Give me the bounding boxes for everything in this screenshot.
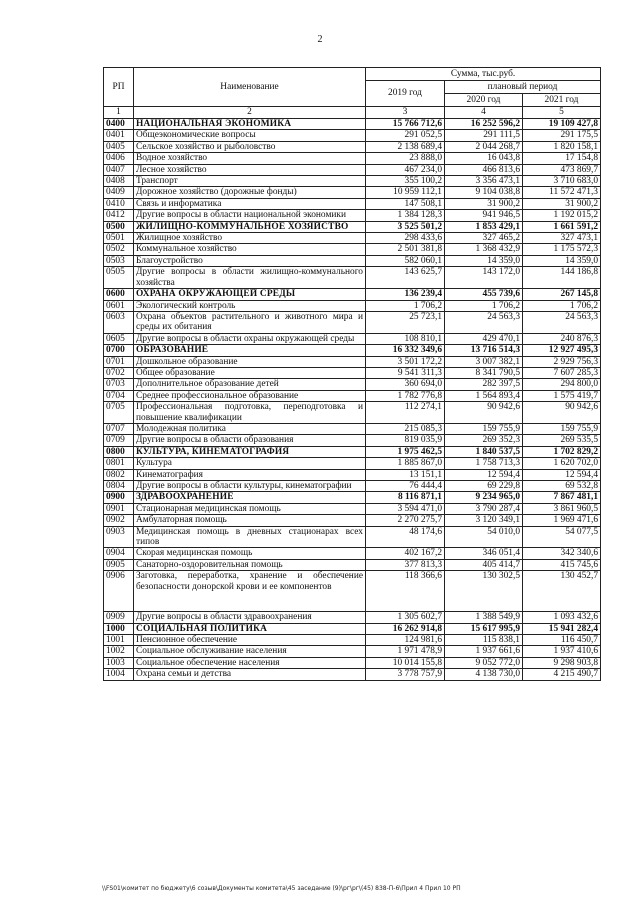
- table-row: [104, 267, 601, 289]
- table-row: [104, 153, 601, 164]
- row-name: Дополнительное образование детей: [134, 379, 366, 390]
- value-2019: 1 384 128,3: [366, 210, 445, 221]
- row-name: Дошкольное образование: [134, 356, 366, 367]
- column-number: 2: [134, 107, 366, 119]
- section-row: [104, 446, 601, 457]
- value-2020: 3 120 349,1: [445, 515, 523, 526]
- table-row: [104, 402, 601, 424]
- value-2019: 3 501 172,2: [366, 356, 445, 367]
- value-2019: 108 810,1: [366, 333, 445, 344]
- row-name: Профессиональная подготовка, переподготовка и повышение квалификации: [134, 402, 366, 424]
- rp-code: 0605: [104, 333, 134, 344]
- value-2019: 215 085,3: [366, 423, 445, 434]
- row-name: Сельское хозяйство и рыболовство: [134, 141, 366, 152]
- value-2020: 1 706,2: [445, 300, 523, 311]
- value-2021: 294 800,0: [523, 379, 601, 390]
- rp-code: 0405: [104, 141, 134, 152]
- table-row: [104, 481, 601, 492]
- header-year-2019: 2019 год: [366, 81, 445, 107]
- table-row: [104, 669, 601, 680]
- row-name: Другие вопросы в области образования: [134, 435, 366, 446]
- value-2021: 3 710 683,0: [523, 176, 601, 187]
- value-2021: 31 900,2: [523, 198, 601, 209]
- value-2020: 143 172,0: [445, 267, 523, 289]
- table-row: [104, 311, 601, 333]
- rp-code: 0904: [104, 548, 134, 559]
- value-2019: 1 305 602,7: [366, 612, 445, 623]
- value-2020: 16 252 596,2: [445, 119, 523, 130]
- rp-code: 0401: [104, 130, 134, 141]
- rp-code: 0705: [104, 402, 134, 424]
- row-name: Связь и информатика: [134, 198, 366, 209]
- value-2019: 136 239,4: [366, 289, 445, 300]
- row-name: Охрана семьи и детства: [134, 669, 366, 680]
- value-2021: 267 145,8: [523, 289, 601, 300]
- value-2020: 282 397,5: [445, 379, 523, 390]
- table-row: [104, 244, 601, 255]
- table-row: [104, 458, 601, 469]
- column-number: 4: [445, 107, 523, 119]
- value-2019: 1 971 478,9: [366, 646, 445, 657]
- value-2019: 9 541 311,3: [366, 367, 445, 378]
- value-2020: 3 356 473,1: [445, 176, 523, 187]
- value-2020: 2 044 268,7: [445, 141, 523, 152]
- rp-code: 0906: [104, 571, 134, 612]
- row-name: Кинематография: [134, 469, 366, 480]
- table-row: [104, 164, 601, 175]
- row-name: Медицинская помощь в дневных стационарах всех типов: [134, 526, 366, 548]
- row-name: ЗДРАВООХРАНЕНИЕ: [134, 492, 366, 503]
- rp-code: 0407: [104, 164, 134, 175]
- row-name: НАЦИОНАЛЬНАЯ ЭКОНОМИКА: [134, 119, 366, 130]
- value-2021: 1 620 702,0: [523, 458, 601, 469]
- value-2021: 7 607 285,3: [523, 367, 601, 378]
- value-2021: 144 186,8: [523, 267, 601, 289]
- table-row: [104, 548, 601, 559]
- table-row: [104, 367, 601, 378]
- value-2019: 118 366,6: [366, 571, 445, 612]
- value-2019: 355 100,2: [366, 176, 445, 187]
- value-2020: 3 007 382,1: [445, 356, 523, 367]
- row-name: Культура: [134, 458, 366, 469]
- value-2021: 327 473,1: [523, 233, 601, 244]
- value-2021: 11 572 471,3: [523, 187, 601, 198]
- value-2020: 15 617 995,9: [445, 623, 523, 634]
- table-row: [104, 210, 601, 221]
- header-year-2021: 2021 год: [523, 94, 601, 107]
- value-2020: 3 790 287,4: [445, 503, 523, 514]
- rp-code: 0600: [104, 289, 134, 300]
- row-name: Благоустройство: [134, 255, 366, 266]
- table-row: [104, 469, 601, 480]
- value-2019: 1 885 867,0: [366, 458, 445, 469]
- table-row: [104, 379, 601, 390]
- value-2021: 291 175,5: [523, 130, 601, 141]
- value-2019: 360 694,0: [366, 379, 445, 390]
- value-2020: 13 716 514,3: [445, 345, 523, 356]
- table-row: [104, 300, 601, 311]
- header-sum: Сумма, тыс.руб.: [366, 68, 601, 81]
- table-row: [104, 571, 601, 612]
- value-2021: 116 450,7: [523, 635, 601, 646]
- rp-code: 0901: [104, 503, 134, 514]
- row-name: ОБРАЗОВАНИЕ: [134, 345, 366, 356]
- section-row: [104, 623, 601, 634]
- value-2020: 291 111,5: [445, 130, 523, 141]
- value-2021: 24 563,3: [523, 311, 601, 333]
- value-2019: 13 151,1: [366, 469, 445, 480]
- value-2021: 19 109 427,8: [523, 119, 601, 130]
- value-2020: 90 942,6: [445, 402, 523, 424]
- value-2021: 1 093 432,6: [523, 612, 601, 623]
- value-2021: 1 969 471,6: [523, 515, 601, 526]
- table-row: [104, 612, 601, 623]
- value-2020: 54 010,0: [445, 526, 523, 548]
- rp-code: 0503: [104, 255, 134, 266]
- value-2019: 3 525 501,2: [366, 221, 445, 232]
- value-2019: 1 975 462,5: [366, 446, 445, 457]
- value-2020: 941 946,5: [445, 210, 523, 221]
- rp-code: 0902: [104, 515, 134, 526]
- rp-code: 0501: [104, 233, 134, 244]
- value-2019: 582 060,1: [366, 255, 445, 266]
- table-row: [104, 635, 601, 646]
- rp-code: 0505: [104, 267, 134, 289]
- row-name: КУЛЬТУРА, КИНЕМАТОГРАФИЯ: [134, 446, 366, 457]
- value-2021: 269 535,5: [523, 435, 601, 446]
- row-name: Общеэкономические вопросы: [134, 130, 366, 141]
- rp-code: 0804: [104, 481, 134, 492]
- rp-code: 0707: [104, 423, 134, 434]
- table-row: [104, 198, 601, 209]
- table-row: [104, 187, 601, 198]
- budget-table: [103, 67, 601, 681]
- value-2020: 9 104 038,8: [445, 187, 523, 198]
- value-2021: 69 532,8: [523, 481, 601, 492]
- value-2020: 1 840 537,5: [445, 446, 523, 457]
- value-2019: 402 167,2: [366, 548, 445, 559]
- value-2021: 159 755,9: [523, 423, 601, 434]
- row-name: Социальное обслуживание населения: [134, 646, 366, 657]
- rp-code: 0702: [104, 367, 134, 378]
- rp-code: 1001: [104, 635, 134, 646]
- value-2020: 1 937 661,6: [445, 646, 523, 657]
- value-2020: 455 739,6: [445, 289, 523, 300]
- value-2020: 1 388 549,9: [445, 612, 523, 623]
- row-name: ЖИЛИЩНО-КОММУНАЛЬНОЕ ХОЗЯЙСТВО: [134, 221, 366, 232]
- rp-code: 0703: [104, 379, 134, 390]
- row-name: Молодежная политика: [134, 423, 366, 434]
- row-name: Среднее профессиональное образование: [134, 390, 366, 401]
- value-2021: 1 820 158,1: [523, 141, 601, 152]
- value-2021: 4 215 490,7: [523, 669, 601, 680]
- value-2019: 291 052,5: [366, 130, 445, 141]
- value-2019: 48 174,6: [366, 526, 445, 548]
- section-row: [104, 289, 601, 300]
- value-2021: 1 175 572,3: [523, 244, 601, 255]
- row-name: Коммунальное хозяйство: [134, 244, 366, 255]
- value-2021: 473 869,7: [523, 164, 601, 175]
- header-rp: РП: [104, 68, 134, 107]
- table-row: [104, 526, 601, 548]
- value-2019: 467 234,0: [366, 164, 445, 175]
- value-2019: 15 766 712,6: [366, 119, 445, 130]
- rp-code: 0909: [104, 612, 134, 623]
- value-2020: 1 853 429,1: [445, 221, 523, 232]
- row-name: Заготовка, переработка, хранение и обеспечение безопасности донорской крови и ее компонентов: [134, 571, 366, 612]
- value-2020: 69 229,8: [445, 481, 523, 492]
- value-2021: 342 340,6: [523, 548, 601, 559]
- value-2021: 1 706,2: [523, 300, 601, 311]
- row-name: Другие вопросы в области культуры, кинематографии: [134, 481, 366, 492]
- table-row: [104, 423, 601, 434]
- rp-code: 0700: [104, 345, 134, 356]
- row-name: Санаторно-оздоровительная помощь: [134, 559, 366, 570]
- value-2019: 1 782 776,8: [366, 390, 445, 401]
- rp-code: 1003: [104, 657, 134, 668]
- value-2020: 24 563,3: [445, 311, 523, 333]
- rp-code: 0500: [104, 221, 134, 232]
- value-2020: 1 368 432,9: [445, 244, 523, 255]
- value-2021: 14 359,0: [523, 255, 601, 266]
- row-name: Водное хозяйство: [134, 153, 366, 164]
- table-row: [104, 503, 601, 514]
- rp-code: 0601: [104, 300, 134, 311]
- value-2021: 240 876,3: [523, 333, 601, 344]
- value-2020: 31 900,2: [445, 198, 523, 209]
- value-2020: 8 341 790,5: [445, 367, 523, 378]
- table-row: [104, 141, 601, 152]
- row-name: Дорожное хозяйство (дорожные фонды): [134, 187, 366, 198]
- row-name: Другие вопросы в области жилищно-коммунального хозяйства: [134, 267, 366, 289]
- value-2021: 12 927 495,3: [523, 345, 601, 356]
- rp-code: 0406: [104, 153, 134, 164]
- value-2020: 405 414,7: [445, 559, 523, 570]
- value-2020: 1 758 713,3: [445, 458, 523, 469]
- column-number: 1: [104, 107, 134, 119]
- value-2020: 115 838,1: [445, 635, 523, 646]
- value-2021: 1 575 419,7: [523, 390, 601, 401]
- column-numbers-row: [104, 107, 601, 119]
- table-row: [104, 333, 601, 344]
- value-2021: 1 937 410,6: [523, 646, 601, 657]
- section-row: [104, 492, 601, 503]
- rp-code: 0603: [104, 311, 134, 333]
- table-row: [104, 390, 601, 401]
- row-name: Другие вопросы в области охраны окружающей среды: [134, 333, 366, 344]
- value-2020: 1 564 893,4: [445, 390, 523, 401]
- rp-code: 0709: [104, 435, 134, 446]
- rp-code: 0400: [104, 119, 134, 130]
- value-2020: 429 470,1: [445, 333, 523, 344]
- row-name: СОЦИАЛЬНАЯ ПОЛИТИКА: [134, 623, 366, 634]
- value-2019: 25 723,1: [366, 311, 445, 333]
- table-row: [104, 255, 601, 266]
- value-2019: 2 138 689,4: [366, 141, 445, 152]
- value-2020: 466 813,6: [445, 164, 523, 175]
- value-2019: 377 813,3: [366, 559, 445, 570]
- table-row: [104, 233, 601, 244]
- value-2019: 124 981,6: [366, 635, 445, 646]
- value-2019: 16 332 349,6: [366, 345, 445, 356]
- value-2021: 2 929 756,3: [523, 356, 601, 367]
- column-number: 3: [366, 107, 445, 119]
- value-2021: 1 661 591,2: [523, 221, 601, 232]
- table-row: [104, 559, 601, 570]
- value-2020: 346 051,4: [445, 548, 523, 559]
- value-2020: 4 138 730,0: [445, 669, 523, 680]
- rp-code: 0412: [104, 210, 134, 221]
- value-2021: 54 077,5: [523, 526, 601, 548]
- section-row: [104, 221, 601, 232]
- table-row: [104, 356, 601, 367]
- value-2019: 112 274,1: [366, 402, 445, 424]
- row-name: Пенсионное обеспечение: [134, 635, 366, 646]
- value-2021: 1 192 015,2: [523, 210, 601, 221]
- value-2021: 7 867 481,1: [523, 492, 601, 503]
- value-2020: 9 234 965,0: [445, 492, 523, 503]
- value-2019: 298 433,6: [366, 233, 445, 244]
- value-2019: 23 888,0: [366, 153, 445, 164]
- value-2019: 147 508,1: [366, 198, 445, 209]
- section-row: [104, 345, 601, 356]
- section-row: [104, 119, 601, 130]
- rp-code: 0903: [104, 526, 134, 548]
- row-name: ОХРАНА ОКРУЖАЮЩЕЙ СРЕДЫ: [134, 289, 366, 300]
- value-2020: 12 594,4: [445, 469, 523, 480]
- value-2020: 14 359,0: [445, 255, 523, 266]
- rp-code: 0802: [104, 469, 134, 480]
- rp-code: 0410: [104, 198, 134, 209]
- value-2019: 2 270 275,7: [366, 515, 445, 526]
- rp-code: 0704: [104, 390, 134, 401]
- rp-code: 0502: [104, 244, 134, 255]
- value-2020: 16 043,8: [445, 153, 523, 164]
- value-2019: 3 594 471,0: [366, 503, 445, 514]
- value-2020: 159 755,9: [445, 423, 523, 434]
- rp-code: 1000: [104, 623, 134, 634]
- value-2021: 9 298 903,8: [523, 657, 601, 668]
- value-2021: 130 452,7: [523, 571, 601, 612]
- value-2021: 3 861 960,5: [523, 503, 601, 514]
- table-row: [104, 657, 601, 668]
- row-name: Амбулаторная помощь: [134, 515, 366, 526]
- table-row: [104, 646, 601, 657]
- value-2019: 16 262 914,8: [366, 623, 445, 634]
- value-2019: 8 116 871,1: [366, 492, 445, 503]
- value-2020: 269 352,3: [445, 435, 523, 446]
- rp-code: 0408: [104, 176, 134, 187]
- rp-code: 1004: [104, 669, 134, 680]
- value-2019: 3 778 757,9: [366, 669, 445, 680]
- header-year-2020: 2020 год: [445, 94, 523, 107]
- value-2021: 15 941 282,4: [523, 623, 601, 634]
- value-2020: 327 465,2: [445, 233, 523, 244]
- row-name: Транспорт: [134, 176, 366, 187]
- row-name: Другие вопросы в области национальной экономики: [134, 210, 366, 221]
- rp-code: 1002: [104, 646, 134, 657]
- row-name: Стационарная медицинская помощь: [134, 503, 366, 514]
- row-name: Лесное хозяйство: [134, 164, 366, 175]
- value-2019: 10 014 155,8: [366, 657, 445, 668]
- table-row: [104, 515, 601, 526]
- rp-code: 0900: [104, 492, 134, 503]
- row-name: Экологический контроль: [134, 300, 366, 311]
- value-2019: 819 035,9: [366, 435, 445, 446]
- rp-code: 0801: [104, 458, 134, 469]
- row-name: Жилищное хозяйство: [134, 233, 366, 244]
- file-path-footer: \\FS01\комитет по бюджету\6 созыв\Документы комитета\45 заседание (9)\рг\рг\(45) 838-П-6\Прил 4 Прил 10 РП: [102, 885, 461, 892]
- row-name: Социальное обеспечение населения: [134, 657, 366, 668]
- row-name: Общее образование: [134, 367, 366, 378]
- value-2021: 17 154,8: [523, 153, 601, 164]
- rp-code: 0800: [104, 446, 134, 457]
- value-2019: 143 625,7: [366, 267, 445, 289]
- row-name: Скорая медицинская помощь: [134, 548, 366, 559]
- table-row: [104, 435, 601, 446]
- column-number: 5: [523, 107, 601, 119]
- rp-code: 0905: [104, 559, 134, 570]
- value-2019: 1 706,2: [366, 300, 445, 311]
- value-2020: 9 052 772,0: [445, 657, 523, 668]
- value-2021: 415 745,6: [523, 559, 601, 570]
- value-2021: 1 702 829,2: [523, 446, 601, 457]
- value-2019: 2 501 381,8: [366, 244, 445, 255]
- value-2019: 10 959 112,1: [366, 187, 445, 198]
- value-2020: 130 302,5: [445, 571, 523, 612]
- page-number: 2: [317, 34, 323, 45]
- value-2021: 12 594,4: [523, 469, 601, 480]
- header-planned-period: плановый период: [445, 81, 601, 94]
- table-row: [104, 176, 601, 187]
- value-2019: 76 444,4: [366, 481, 445, 492]
- row-name: Другие вопросы в области здравоохранения: [134, 612, 366, 623]
- header-name: Наименование: [134, 68, 366, 107]
- rp-code: 0701: [104, 356, 134, 367]
- table-row: [104, 130, 601, 141]
- rp-code: 0409: [104, 187, 134, 198]
- value-2021: 90 942,6: [523, 402, 601, 424]
- row-name: Охрана объектов растительного и животного мира и среды их обитания: [134, 311, 366, 333]
